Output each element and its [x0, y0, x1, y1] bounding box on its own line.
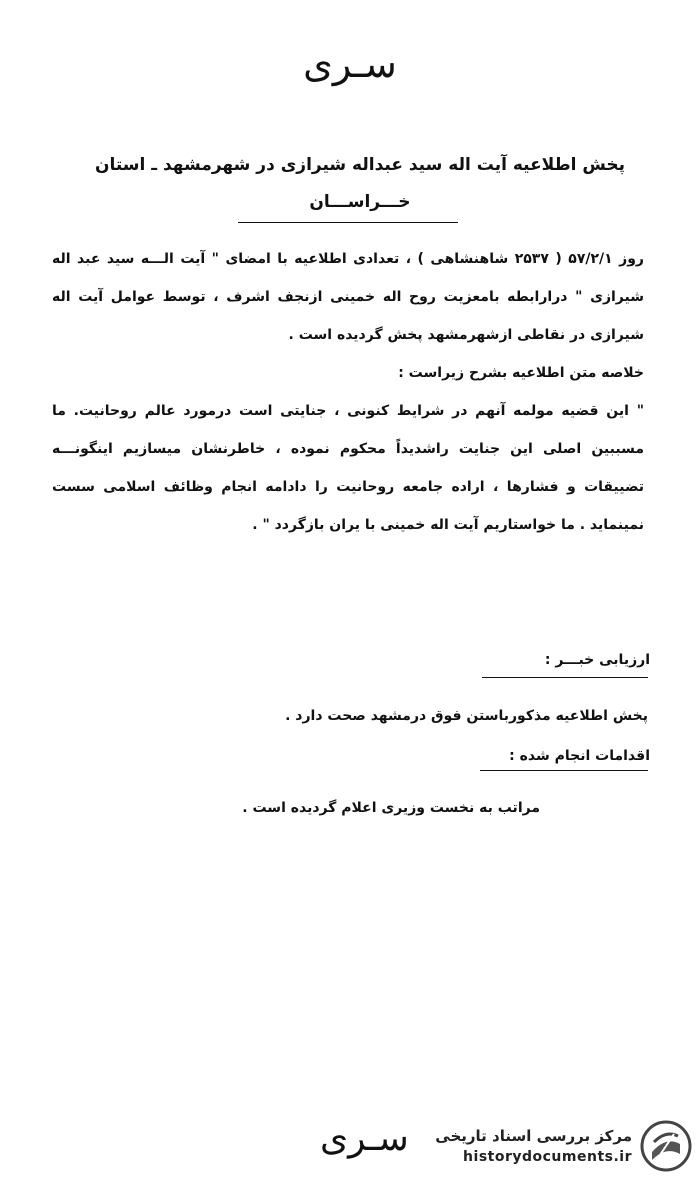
title-line-1: پخش اطلاعیه آیت اله سید عبداله شیرازی در شهرمشهد ـ استان: [94, 155, 626, 175]
assessment-underline: [482, 677, 648, 678]
title-underline: [238, 222, 458, 223]
title-line-2: خـــراســـان: [309, 192, 411, 212]
watermark-text: [435, 1125, 632, 1167]
assessment-heading: ارزیابی خبـــر :: [544, 652, 650, 668]
report-paragraph: روز ۵۷/۲/۱ ( ۲۵۳۷ شاهنشاهی ) ، تعدادی اطلاعیه با امضای " آیت الـــه سید عبد اله شیرازی " درارابطه بامعزیت روح اله خمینی ازنجف اشرف ، توسط عوامل آیت اله شیرازی در نقاطی ازشهرمشهد پخش گردیده است .: [52, 251, 644, 343]
actions-heading: اقدامات انجام شده :: [509, 748, 650, 764]
watermark: [420, 1118, 692, 1174]
actions-underline: [480, 770, 648, 771]
assessment-text: پخش اطلاعیه مذکورباستن فوق درمشهد صحت دارد .: [285, 708, 648, 724]
classification-stamp-bottom: سـری: [320, 1118, 409, 1159]
announcement-quote: " این قضیه مولمه آنهم در شرایط کنونی ، جنایتی است درمورد عالم روحانیت. ما مسببین اصلی این جنایت راشدیداً محکوم نموده ، خاطرنشان میسازیم اینگونـــه تضییقات و فشارها ، اراده جامعه روحانیت را دادامه انجام وظائف اسلامی سست نمینماید . ما خواستاریم آیت اله خمینی با یران بازگردد " .: [52, 403, 644, 533]
book-emblem-icon: [640, 1120, 692, 1172]
document-title: [80, 150, 640, 224]
document-body: [52, 240, 644, 544]
watermark-url: historydocuments.ir: [463, 1149, 632, 1165]
classification-stamp-top: سـری: [303, 42, 397, 86]
actions-text: مراتب به نخست وزیری اعلام گردیده است .: [242, 800, 540, 816]
watermark-title: مرکز بررسی اسناد تاریخی: [435, 1127, 632, 1145]
summary-heading: خلاصه متن اطلاعیه بشرح زیراست :: [398, 365, 644, 381]
